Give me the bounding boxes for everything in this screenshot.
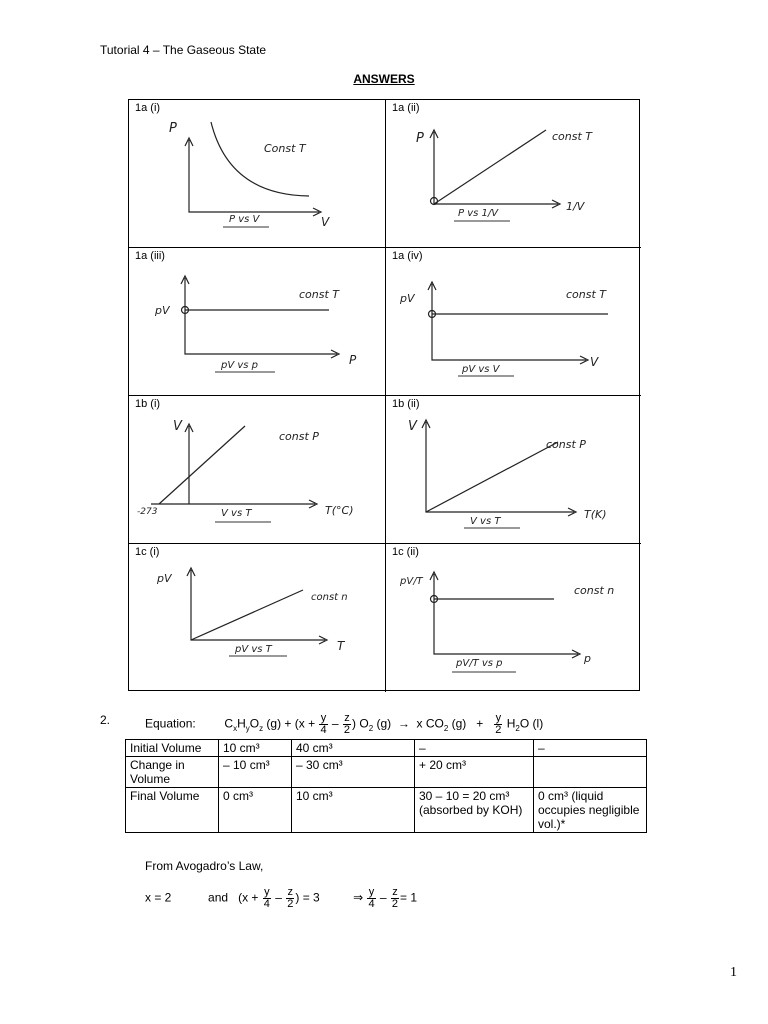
x-axis-label: 1/V xyxy=(566,200,585,213)
answers-title: ANSWERS xyxy=(353,72,415,86)
graph-1c-i-plot xyxy=(129,544,385,692)
graph-caption: V vs T xyxy=(221,508,252,519)
condition-note: const P xyxy=(279,430,319,443)
x-axis-label: p xyxy=(584,652,591,665)
graph-1b-ii xyxy=(385,396,641,544)
condition-note: const P xyxy=(546,438,586,451)
graph-caption: P vs V xyxy=(229,214,260,225)
condition-note: const T xyxy=(299,288,340,301)
x-value: x = 2 xyxy=(145,890,172,905)
table-cell: 40 cm³ xyxy=(292,740,415,757)
table-cell: 0 cm³ (liquid occupies negligible vol.)* xyxy=(534,788,647,833)
x-axis-label: P xyxy=(349,353,357,367)
table-cell: 10 cm³ xyxy=(219,740,292,757)
combustion-equation: Equation: $C_xH_yO_z$ (g) + (x + $\frac{y}{4}$ – $\frac{z}{2}$ ) $O_2$ (g) → x $CO_2$ (g) + $\frac{y}{2}$ $H_2O$ (l) xyxy=(145,712,544,736)
x-axis-label: T(K) xyxy=(584,508,607,521)
x-axis-label: V xyxy=(321,215,330,229)
condition-note: const n xyxy=(311,592,348,603)
graph-1b-ii-plot xyxy=(386,396,641,544)
y-axis-label: pV/T xyxy=(400,576,423,587)
table-row xyxy=(126,740,647,757)
graph-label: 1a (iv) xyxy=(392,250,423,262)
graph-1b-i-plot xyxy=(129,396,385,544)
question-number: 2. xyxy=(100,713,111,727)
table-cell: + 20 cm³ xyxy=(415,757,534,788)
graph-label: 1c (ii) xyxy=(392,546,419,558)
page-number: 1 xyxy=(730,965,737,980)
graph-label: 1a (iii) xyxy=(135,250,165,262)
and-word: and xyxy=(208,890,229,905)
table-cell: Change in Volume xyxy=(126,757,219,788)
table-cell: 10 cm³ xyxy=(292,788,415,833)
x-axis-label: V xyxy=(590,355,599,369)
graph-caption: pV vs T xyxy=(235,644,272,655)
table-cell: Initial Volume xyxy=(126,740,219,757)
graphs-grid xyxy=(128,99,640,691)
volume-table xyxy=(125,739,647,833)
graph-1a-iii xyxy=(129,248,385,396)
graph-label: 1b (ii) xyxy=(392,398,420,410)
y-axis-label: P xyxy=(416,131,424,146)
graph-1a-iv-plot xyxy=(386,248,641,396)
graph-caption: pV/T vs p xyxy=(456,658,503,669)
graph-1a-iii-plot xyxy=(129,248,385,396)
graph-label: 1b (i) xyxy=(135,398,161,410)
avogadro-text: From Avogadro’s Law, xyxy=(145,859,264,873)
graph-1c-ii xyxy=(385,544,641,692)
equals-one: = 1 xyxy=(400,890,418,905)
graph-1a-iv xyxy=(385,248,641,396)
table-cell: – 10 cm³ xyxy=(219,757,292,788)
graph-caption: pV vs p xyxy=(221,360,259,371)
graph-label: 1c (i) xyxy=(135,546,160,558)
graph-caption: P vs 1/V xyxy=(458,208,499,219)
x-axis-label: T xyxy=(337,639,345,653)
graph-caption: pV vs V xyxy=(462,364,500,375)
table-cell: Final Volume xyxy=(126,788,219,833)
graph-label: 1a (i) xyxy=(135,102,161,114)
graph-1a-ii xyxy=(385,100,641,248)
equation-label: Equation: xyxy=(145,716,196,731)
table-cell: – 30 cm³ xyxy=(292,757,415,788)
graph-caption: V vs T xyxy=(470,516,501,527)
condition-note: const T xyxy=(566,288,607,301)
y-axis-label: P xyxy=(169,121,177,136)
table-cell: 30 – 10 = 20 cm³ (absorbed by KOH) xyxy=(415,788,534,833)
x-axis-label: T(°C) xyxy=(325,504,354,517)
y-axis-label: pV xyxy=(157,572,172,585)
page-header: Tutorial 4 – The Gaseous State xyxy=(100,43,267,57)
graph-1a-i-plot xyxy=(129,100,385,248)
table-row xyxy=(126,788,647,833)
table-cell: – xyxy=(534,740,647,757)
y-axis-label: V xyxy=(408,419,417,434)
graph-1a-i xyxy=(129,100,385,248)
table-cell: – xyxy=(415,740,534,757)
condition-note: Const T xyxy=(264,142,306,155)
y-axis-label: pV xyxy=(400,292,415,305)
table-row xyxy=(126,757,647,788)
graph-1c-i xyxy=(129,544,385,692)
origin-label: -273 xyxy=(137,507,158,517)
y-axis-label: pV xyxy=(155,304,170,317)
y-axis-label: V xyxy=(173,419,182,434)
condition-note: const n xyxy=(574,584,615,597)
equals-three: ) = 3 xyxy=(295,890,320,905)
table-cell: 0 cm³ xyxy=(219,788,292,833)
graph-1c-ii-plot xyxy=(386,544,641,692)
graph-1b-i xyxy=(129,396,385,544)
graph-label: 1a (ii) xyxy=(392,102,420,114)
graph-1a-ii-plot xyxy=(386,100,641,248)
condition-note: const T xyxy=(552,130,593,143)
table-cell xyxy=(534,757,647,788)
solution-line: x = 2 and (x + $\frac{y}{4}$ – $\frac{z}{2}$ ) = 3 ⇒ $\frac{y}{4}$ – $\frac{z}{2}$ = 1 xyxy=(145,886,418,910)
